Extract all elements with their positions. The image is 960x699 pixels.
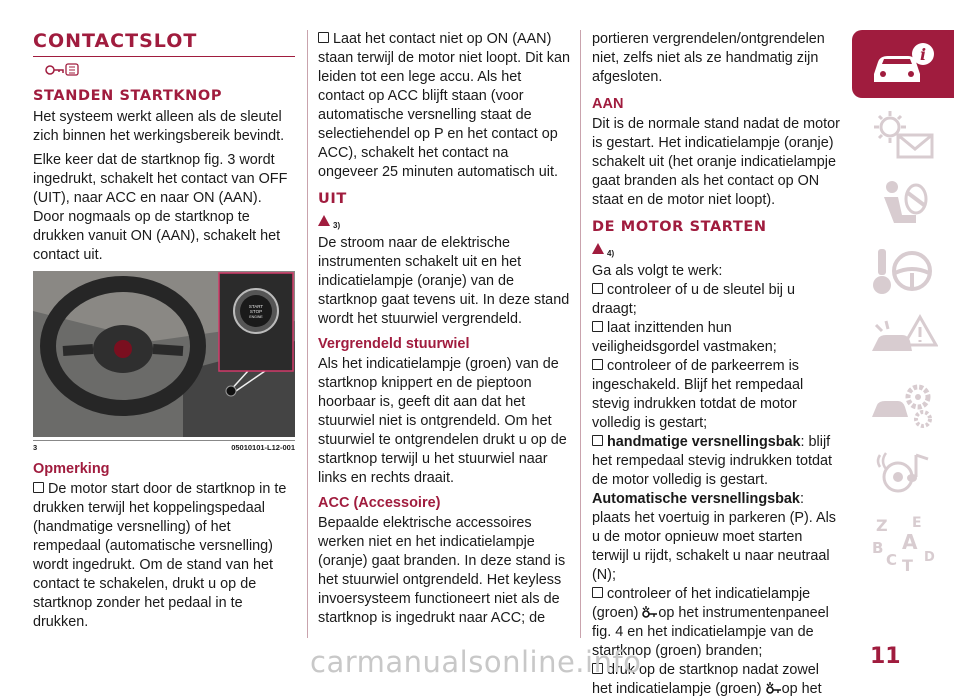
- bullet-text: druk op de startknop nadat zowel het indicatielampje (groen): [592, 662, 819, 697]
- page-number: 11: [870, 644, 901, 669]
- tab-warning-lights[interactable]: [852, 103, 954, 166]
- column-2: [318, 30, 570, 628]
- svg-text:STOP: STOP: [249, 309, 263, 314]
- bullet-text: op het instrumentenpaneel fig. 4 en het indicatielampje van de startknop (groen) branden;: [592, 605, 829, 659]
- warning-triangle-icon: [592, 243, 604, 254]
- key-indicator-icon: [766, 681, 782, 695]
- bold-text: Automatische versnellingsbak: [592, 491, 800, 507]
- tab-emergency[interactable]: [852, 307, 954, 370]
- index-letter: C: [886, 550, 898, 569]
- heading-vergrendeld: Vergrendeld stuurwiel: [318, 336, 470, 352]
- bullet-text: De motor start door de startknop in te drukken terwijl het koppelingspedaal (handmatige versnelling) of het rempedaal (automatische versnelling) wordt ingedrukt. Om de stand van het contact te schakelen, drukt u op de startknop zonder het pedaal in te drukken.: [33, 481, 287, 630]
- index-letter: D: [924, 549, 935, 565]
- bullet-text: : blijf het rempedaal stevig indrukken totdat de motor volledig is gestart.: [592, 434, 832, 488]
- paragraph: [592, 490, 840, 585]
- car-info-icon: [868, 40, 938, 88]
- bullet-text: controleer of het indicatielampje (groen): [592, 586, 811, 621]
- warning-lights-icon: [868, 107, 938, 163]
- svg-text:i: i: [919, 45, 927, 64]
- car-settings-icon: [868, 379, 938, 435]
- bullet-item: [592, 281, 840, 319]
- index-letter: E: [912, 514, 922, 531]
- bullet-text: controleer of u de sleutel bij u draagt;: [592, 282, 795, 317]
- checkbox-bullet-icon: [33, 482, 44, 493]
- tab-car-info[interactable]: [852, 30, 954, 98]
- index-letter: T: [902, 555, 913, 573]
- section-heading-uit: UIT: [318, 191, 347, 207]
- index-letter: B: [872, 538, 884, 557]
- dashboard-illustration: [33, 271, 295, 437]
- bullet-item: [318, 30, 570, 182]
- bullet-text: controleer of de parkeerrem is ingeschakeld. Blijf het rempedaal stevig indrukken totdat de motor volledig is gestart;: [592, 358, 804, 431]
- bullet-item: [33, 480, 295, 632]
- title-rule: [33, 56, 295, 57]
- column-divider: [580, 30, 581, 638]
- airbag-seat-icon: [868, 175, 938, 231]
- bullet-text: Laat het contact niet op ON (AAN) staan terwijl de motor niet loopt. Dit kan leiden tot een lege accu. Als het contact op ACC blijft staan (voor automatische versnelling staat de selectiehendel op P en het contact op ACC), schakelt het contact na ongeveer 25 minuten automatisch uit.: [318, 31, 570, 180]
- paragraph: Elke keer dat de startknop fig. 3 wordt ingedrukt, schakelt het contact van OFF (UIT), naar ACC en naar ON (AAN). Door nogmaals op de startknop te drukken vanuit ON (AAN), schakelt het contact uit.: [33, 152, 288, 263]
- media-music-icon: [868, 447, 938, 503]
- paragraph: Als het indicatielampje (groen) van de startknop knippert en de pieptoon hoorbaar is, geeft dit aan dat het stuurwiel niet is ontgrendeld. Om het stuurwiel te ontgrendelen drukt u op de startknop terwijl u het stuurwiel naar links en rechts draait.: [318, 356, 567, 486]
- heading-acc: ACC (Accessoire): [318, 495, 441, 511]
- key-steering-icon: [868, 243, 938, 299]
- tab-maintenance[interactable]: [852, 375, 954, 438]
- warning-ref: [318, 211, 570, 231]
- tab-multimedia[interactable]: [852, 443, 954, 506]
- paragraph: Bepaalde elektrische accessoires werken niet en het indicatielampje (oranje) gaat branden. In deze stand is het stuurwiel ontgrendeld. Het keyless invoersysteem functioneert niet als de startknop is ingedrukt naar ACC; de: [318, 515, 566, 626]
- index-letter: A: [902, 529, 918, 554]
- warning-ref: [592, 239, 840, 259]
- checkbox-bullet-icon: [592, 435, 603, 446]
- column-1: [33, 30, 295, 632]
- warning-ref-number: 3): [333, 221, 341, 230]
- bullet-item: [592, 433, 840, 490]
- bullet-item: [592, 357, 840, 433]
- checkbox-bullet-icon: [592, 359, 603, 370]
- tab-index[interactable]: [852, 511, 954, 574]
- bullet-text: laat inzittenden hun veiligheidsgordel vastmaken;: [592, 320, 777, 355]
- warning-triangle-icon: [318, 215, 330, 226]
- warning-ref-number: 4): [607, 249, 615, 258]
- svg-text:ENGINE: ENGINE: [249, 315, 263, 319]
- bullet-bold-text: handmatige versnellingsbak: [607, 434, 801, 450]
- watermark-text: carmanualsonline.info: [310, 645, 642, 679]
- index-letters-icon: [868, 513, 938, 573]
- paragraph: Ga als volgt te werk:: [592, 263, 723, 279]
- tab-safety[interactable]: [852, 171, 954, 234]
- checkbox-bullet-icon: [592, 587, 603, 598]
- figure-caption: [33, 440, 295, 452]
- tab-starting-driving[interactable]: [852, 239, 954, 302]
- section-heading-motor-starten: DE MOTOR STARTEN: [592, 219, 767, 235]
- checkbox-bullet-icon: [592, 321, 603, 332]
- figure-number: 3: [33, 443, 38, 452]
- paragraph: portieren vergrendelen/ontgrendelen niet, zelfs niet als ze handmatig zijn afgesloten.: [592, 31, 825, 85]
- section-heading-standen: STANDEN STARTKNOP: [33, 88, 223, 104]
- svg-text:START: START: [248, 304, 264, 309]
- column-3: [592, 30, 840, 699]
- paragraph: Dit is de normale stand nadat de motor is gestart. Het indicatielampje (oranje) schakelt uit (het oranje indicatielampje gaat branden als het contact op ON staat en de motor niet loopt).: [592, 116, 840, 208]
- crash-warning-icon: [868, 311, 938, 367]
- figure-3-photo: [33, 271, 295, 437]
- bullet-text: op het: [781, 681, 822, 697]
- checkbox-bullet-icon: [592, 283, 603, 294]
- chapter-sidebar: [852, 30, 952, 579]
- page-title: CONTACTSLOT: [33, 30, 198, 52]
- checkbox-bullet-icon: [318, 32, 329, 43]
- key-indicator-icon: [642, 605, 658, 619]
- heading-opmerking: Opmerking: [33, 461, 110, 477]
- column-divider: [307, 30, 308, 638]
- figure-code: 05010101-L12-001: [231, 443, 295, 452]
- key-icon: [45, 61, 295, 82]
- paragraph: Het systeem werkt alleen als de sleutel zich binnen het werkingsbereik bevindt.: [33, 109, 285, 144]
- paragraph-text: : plaats het voertuig in parkeren (P). Als u de motor opnieuw moet starten terwijl u rijdt, schakelt u naar neutraal (N);: [592, 491, 836, 583]
- paragraph: De stroom naar de elektrische instrumenten schakelt uit en het indicatielampje (oranje) van de startknop gaat tevens uit. In deze stand wordt het stuurwiel vergrendeld.: [318, 235, 570, 327]
- heading-aan: AAN: [592, 96, 624, 112]
- index-letter: Z: [876, 515, 888, 535]
- bullet-item: [592, 319, 840, 357]
